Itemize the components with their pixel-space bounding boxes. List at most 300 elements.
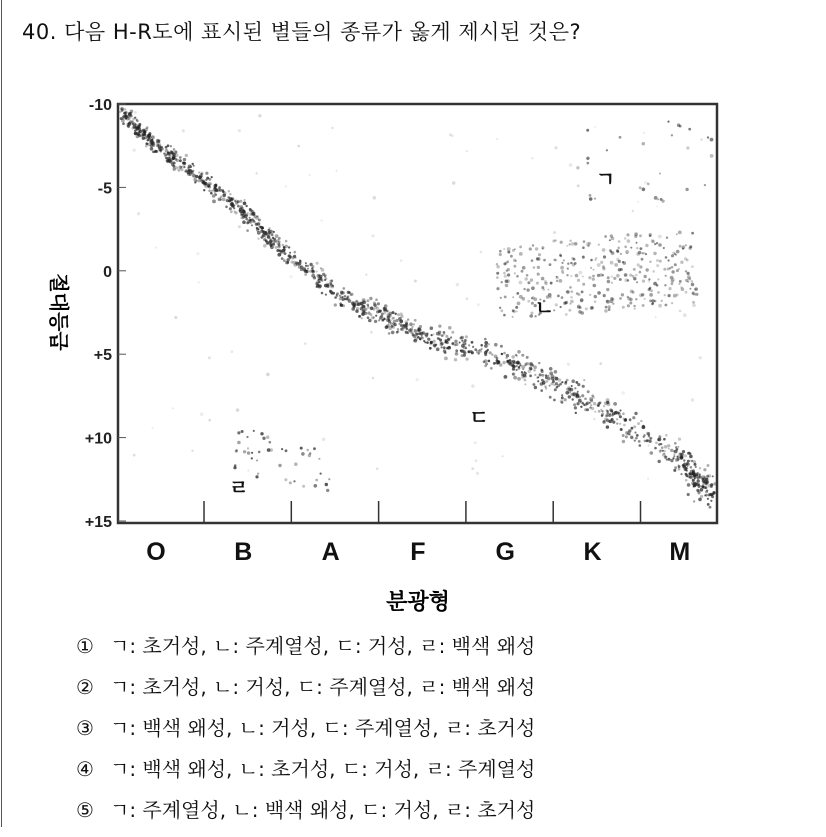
star-point xyxy=(686,259,689,262)
star-point xyxy=(535,247,538,250)
star-point xyxy=(528,370,531,373)
star-point xyxy=(689,288,691,290)
star-point xyxy=(258,238,260,240)
star-point xyxy=(425,335,428,338)
star-point xyxy=(198,281,200,283)
star-point xyxy=(517,302,521,306)
star-point xyxy=(576,166,579,169)
star-point xyxy=(260,230,263,233)
star-point xyxy=(274,238,276,240)
star-point xyxy=(580,406,582,408)
star-point xyxy=(501,281,503,283)
star-point xyxy=(265,241,267,243)
star-point xyxy=(556,276,559,279)
star-point xyxy=(479,349,483,353)
star-point xyxy=(611,251,615,255)
star-point xyxy=(504,296,507,299)
star-point xyxy=(602,274,604,276)
star-point xyxy=(524,383,526,385)
star-point xyxy=(151,135,155,139)
option-number: ③ xyxy=(76,716,94,740)
star-point xyxy=(276,241,280,245)
star-point xyxy=(512,249,515,252)
star-point xyxy=(682,464,685,467)
star-point xyxy=(263,238,266,241)
star-point xyxy=(607,305,610,308)
star-point xyxy=(315,282,318,285)
star-point xyxy=(561,381,563,383)
star-point xyxy=(689,475,693,479)
star-point xyxy=(414,280,417,283)
star-point xyxy=(213,187,217,191)
star-point xyxy=(226,199,229,202)
star-point xyxy=(555,146,558,149)
star-point xyxy=(211,176,213,178)
star-point xyxy=(416,378,419,381)
star-point xyxy=(529,314,533,318)
star-point xyxy=(171,158,174,161)
star-point xyxy=(603,420,605,422)
star-point xyxy=(664,284,666,286)
star-point xyxy=(438,333,441,336)
star-point xyxy=(693,486,695,488)
star-point xyxy=(583,404,585,406)
star-point xyxy=(553,231,556,234)
star-point xyxy=(667,268,670,271)
star-point xyxy=(587,162,590,165)
star-point xyxy=(222,198,226,202)
star-point xyxy=(465,335,468,338)
star-point xyxy=(305,265,307,267)
star-point xyxy=(133,149,136,152)
star-point xyxy=(678,438,681,441)
star-point xyxy=(653,282,657,286)
star-point xyxy=(183,166,185,168)
star-point xyxy=(231,350,234,353)
star-point xyxy=(531,312,534,315)
star-point xyxy=(673,450,675,452)
star-point xyxy=(572,398,574,400)
star-point xyxy=(256,227,259,230)
star-point xyxy=(692,292,695,295)
star-point xyxy=(496,138,498,140)
star-point xyxy=(590,306,594,310)
star-point xyxy=(626,233,629,236)
star-point xyxy=(297,145,300,148)
star-point xyxy=(507,247,511,251)
star-point xyxy=(204,182,207,185)
star-point xyxy=(567,263,569,265)
star-point xyxy=(386,316,389,319)
star-point xyxy=(606,425,609,428)
star-point xyxy=(234,200,236,202)
star-point xyxy=(682,450,685,453)
star-point xyxy=(476,350,479,353)
star-point xyxy=(502,361,505,364)
star-point xyxy=(218,186,221,189)
star-point xyxy=(514,272,516,274)
star-point xyxy=(675,446,677,448)
star-point xyxy=(552,380,555,383)
star-point xyxy=(182,129,185,132)
star-point xyxy=(285,245,288,248)
star-point xyxy=(642,280,645,283)
star-point xyxy=(566,291,568,293)
star-point xyxy=(291,256,294,259)
star-point xyxy=(241,216,244,219)
star-point xyxy=(577,383,580,386)
star-point xyxy=(656,264,659,267)
star-point xyxy=(483,360,486,363)
star-point xyxy=(703,481,705,483)
star-point xyxy=(704,184,706,186)
star-point xyxy=(407,332,410,335)
star-point xyxy=(289,252,291,254)
star-point xyxy=(244,215,248,219)
star-point xyxy=(617,250,620,253)
star-point xyxy=(133,454,136,457)
star-point xyxy=(279,250,282,253)
star-point xyxy=(258,451,261,454)
star-point xyxy=(211,190,213,192)
star-point xyxy=(503,314,506,317)
plot-frame xyxy=(118,104,717,523)
star-point xyxy=(275,246,278,249)
star-point xyxy=(165,149,169,153)
star-point xyxy=(214,184,218,188)
star-point xyxy=(568,309,571,312)
star-point xyxy=(537,380,539,382)
star-point xyxy=(619,297,622,300)
star-point xyxy=(642,188,646,192)
star-point xyxy=(687,483,691,487)
star-point xyxy=(555,259,557,261)
star-point xyxy=(497,287,501,291)
star-point xyxy=(205,172,208,175)
star-point xyxy=(293,480,295,482)
star-point xyxy=(713,491,715,493)
star-point xyxy=(624,246,627,249)
star-point xyxy=(671,282,674,285)
star-point xyxy=(636,281,638,283)
star-point xyxy=(452,181,455,184)
star-point xyxy=(460,337,463,340)
star-point xyxy=(671,302,673,304)
star-point xyxy=(183,158,186,161)
star-point xyxy=(687,493,690,496)
star-point xyxy=(622,391,625,394)
star-point xyxy=(484,338,487,341)
star-point xyxy=(678,468,681,471)
star-point xyxy=(300,447,303,450)
star-point xyxy=(372,377,374,379)
star-point xyxy=(241,430,244,433)
star-point xyxy=(707,464,710,467)
star-point xyxy=(167,144,170,147)
star-point xyxy=(665,434,668,437)
star-point xyxy=(630,436,633,439)
star-point xyxy=(592,278,595,281)
star-point xyxy=(649,261,651,263)
option-number: ① xyxy=(76,634,94,658)
star-point xyxy=(448,326,452,330)
star-point xyxy=(561,262,563,264)
star-point xyxy=(253,221,256,224)
star-point xyxy=(693,460,696,463)
star-point xyxy=(689,460,691,462)
star-point xyxy=(676,269,679,272)
star-point xyxy=(687,272,690,275)
option-5[interactable] xyxy=(76,796,535,837)
star-point xyxy=(220,199,222,201)
star-point xyxy=(266,373,270,377)
star-point xyxy=(608,420,611,423)
star-point xyxy=(173,168,176,171)
star-point xyxy=(525,277,528,280)
star-point xyxy=(674,442,677,445)
star-point xyxy=(643,434,645,436)
star-point xyxy=(289,481,292,484)
star-point xyxy=(320,473,322,475)
star-point xyxy=(574,242,578,246)
star-point xyxy=(685,279,688,282)
star-point xyxy=(367,316,370,319)
star-point xyxy=(373,302,376,305)
star-point xyxy=(642,142,645,145)
star-point xyxy=(638,440,641,443)
star-point xyxy=(602,265,605,268)
star-point xyxy=(145,145,148,148)
star-point xyxy=(433,345,436,348)
star-point xyxy=(573,258,576,261)
star-point xyxy=(618,260,621,263)
star-point xyxy=(521,270,524,273)
star-point xyxy=(550,282,553,285)
star-point xyxy=(150,147,154,151)
star-point xyxy=(433,333,435,335)
star-point xyxy=(151,139,153,141)
star-point xyxy=(510,255,513,258)
star-point xyxy=(451,135,454,138)
option-4[interactable] xyxy=(76,755,535,796)
star-point xyxy=(570,300,574,304)
star-point xyxy=(537,257,540,260)
star-point xyxy=(376,310,379,313)
star-point xyxy=(674,263,677,266)
star-point xyxy=(228,196,231,199)
star-point xyxy=(582,256,585,259)
star-point xyxy=(682,245,686,249)
star-point xyxy=(576,292,579,295)
star-point xyxy=(400,259,403,262)
star-point xyxy=(698,483,700,485)
star-point xyxy=(631,427,634,430)
star-point xyxy=(171,152,173,154)
star-point xyxy=(214,193,216,195)
star-point xyxy=(691,398,694,401)
star-point xyxy=(409,322,413,326)
y-tick-label: -5 xyxy=(97,180,112,198)
star-point xyxy=(466,358,469,361)
star-point xyxy=(570,275,572,277)
star-point xyxy=(287,261,289,263)
star-point xyxy=(559,279,563,283)
star-point xyxy=(576,394,580,398)
star-point xyxy=(692,479,695,482)
star-point xyxy=(246,229,249,232)
star-point xyxy=(348,299,352,303)
star-point xyxy=(698,498,702,502)
star-point xyxy=(523,288,525,290)
star-point xyxy=(703,468,706,471)
star-point xyxy=(563,259,565,261)
star-point xyxy=(673,469,676,472)
star-point xyxy=(242,210,246,214)
star-point xyxy=(441,346,443,348)
star-point xyxy=(316,262,319,265)
star-point xyxy=(648,280,651,283)
star-point xyxy=(302,267,306,271)
star-point xyxy=(603,294,606,297)
star-point xyxy=(376,468,379,471)
option-1[interactable] xyxy=(76,632,535,673)
star-point xyxy=(339,295,341,297)
star-point xyxy=(129,112,132,115)
star-point xyxy=(298,262,302,266)
star-point xyxy=(203,189,205,191)
star-point xyxy=(395,313,397,315)
star-point xyxy=(712,475,714,477)
star-point xyxy=(269,240,272,243)
star-point xyxy=(706,475,709,478)
star-point xyxy=(680,455,683,458)
star-point xyxy=(664,294,666,296)
star-point xyxy=(612,421,615,424)
star-point xyxy=(301,452,305,456)
option-2[interactable] xyxy=(76,673,535,714)
star-point xyxy=(152,144,155,147)
option-3[interactable] xyxy=(76,714,535,755)
star-point xyxy=(361,317,363,319)
star-point xyxy=(633,305,636,308)
star-point xyxy=(314,484,318,488)
star-point xyxy=(375,315,377,317)
star-point xyxy=(225,206,228,209)
star-point xyxy=(671,254,674,257)
star-point xyxy=(600,261,603,264)
star-point xyxy=(710,500,712,502)
star-point xyxy=(319,278,322,281)
star-point xyxy=(593,269,595,271)
star-point xyxy=(124,108,127,111)
star-point xyxy=(656,259,659,262)
star-point xyxy=(695,473,698,476)
star-point xyxy=(122,122,125,125)
star-point xyxy=(661,446,664,449)
star-point xyxy=(622,261,624,263)
star-point xyxy=(635,274,638,277)
star-point xyxy=(526,356,529,359)
star-point xyxy=(645,244,648,247)
star-point xyxy=(125,111,128,114)
star-point xyxy=(598,410,601,413)
star-point xyxy=(541,277,545,281)
star-point xyxy=(413,339,416,342)
star-point xyxy=(379,310,382,313)
star-point xyxy=(392,317,395,320)
star-point xyxy=(496,265,499,268)
star-point xyxy=(175,154,179,158)
star-point xyxy=(586,157,589,160)
option-text: ㄱ: 백색 왜성, ㄴ: 거성, ㄷ: 주계열성, ㄹ: 초거성 xyxy=(110,716,536,740)
star-point xyxy=(131,127,134,130)
star-point xyxy=(702,486,704,488)
star-point xyxy=(353,305,356,308)
star-point xyxy=(561,270,564,273)
star-point xyxy=(265,231,267,233)
x-tick-label: A xyxy=(321,538,340,566)
star-point xyxy=(334,303,337,306)
y-tick-label: -10 xyxy=(88,97,112,114)
star-point xyxy=(582,283,585,286)
star-point xyxy=(543,380,545,382)
star-point xyxy=(198,172,200,174)
star-point xyxy=(502,455,504,457)
y-tick-label: +15 xyxy=(84,514,112,531)
star-point xyxy=(567,268,569,270)
star-point xyxy=(388,332,391,335)
star-point xyxy=(594,198,596,200)
option-text: ㄱ: 백색 왜성, ㄴ: 초거성, ㄷ: 거성, ㄹ: 주계열성 xyxy=(110,757,536,781)
star-point xyxy=(147,143,150,146)
star-point xyxy=(566,245,568,247)
star-point xyxy=(158,145,162,149)
star-point xyxy=(571,242,575,246)
star-point xyxy=(664,456,667,459)
star-point xyxy=(294,462,298,466)
star-point xyxy=(612,303,614,305)
star-point xyxy=(503,248,505,250)
star-point xyxy=(648,288,650,290)
star-point xyxy=(549,372,553,376)
star-point xyxy=(594,259,596,261)
star-point xyxy=(627,304,630,307)
star-point xyxy=(687,275,691,279)
star-point xyxy=(680,261,683,264)
star-point xyxy=(559,254,562,257)
star-point xyxy=(555,377,559,381)
x-axis-label: 분광형 xyxy=(386,590,450,615)
star-point xyxy=(503,352,506,355)
star-point xyxy=(427,338,430,341)
star-point xyxy=(532,244,534,246)
star-point xyxy=(341,304,343,306)
option-number: ② xyxy=(76,675,94,699)
y-axis-label: 절대등급 xyxy=(47,273,71,351)
star-point xyxy=(134,117,136,119)
star-point xyxy=(695,293,698,296)
star-point xyxy=(263,244,267,248)
star-point xyxy=(331,127,334,130)
star-point xyxy=(277,253,281,257)
star-point xyxy=(143,133,146,136)
star-point xyxy=(421,336,423,338)
star-point xyxy=(639,265,642,268)
star-point xyxy=(634,235,637,238)
star-point xyxy=(605,306,608,309)
star-point xyxy=(316,286,318,288)
star-point xyxy=(461,340,463,342)
